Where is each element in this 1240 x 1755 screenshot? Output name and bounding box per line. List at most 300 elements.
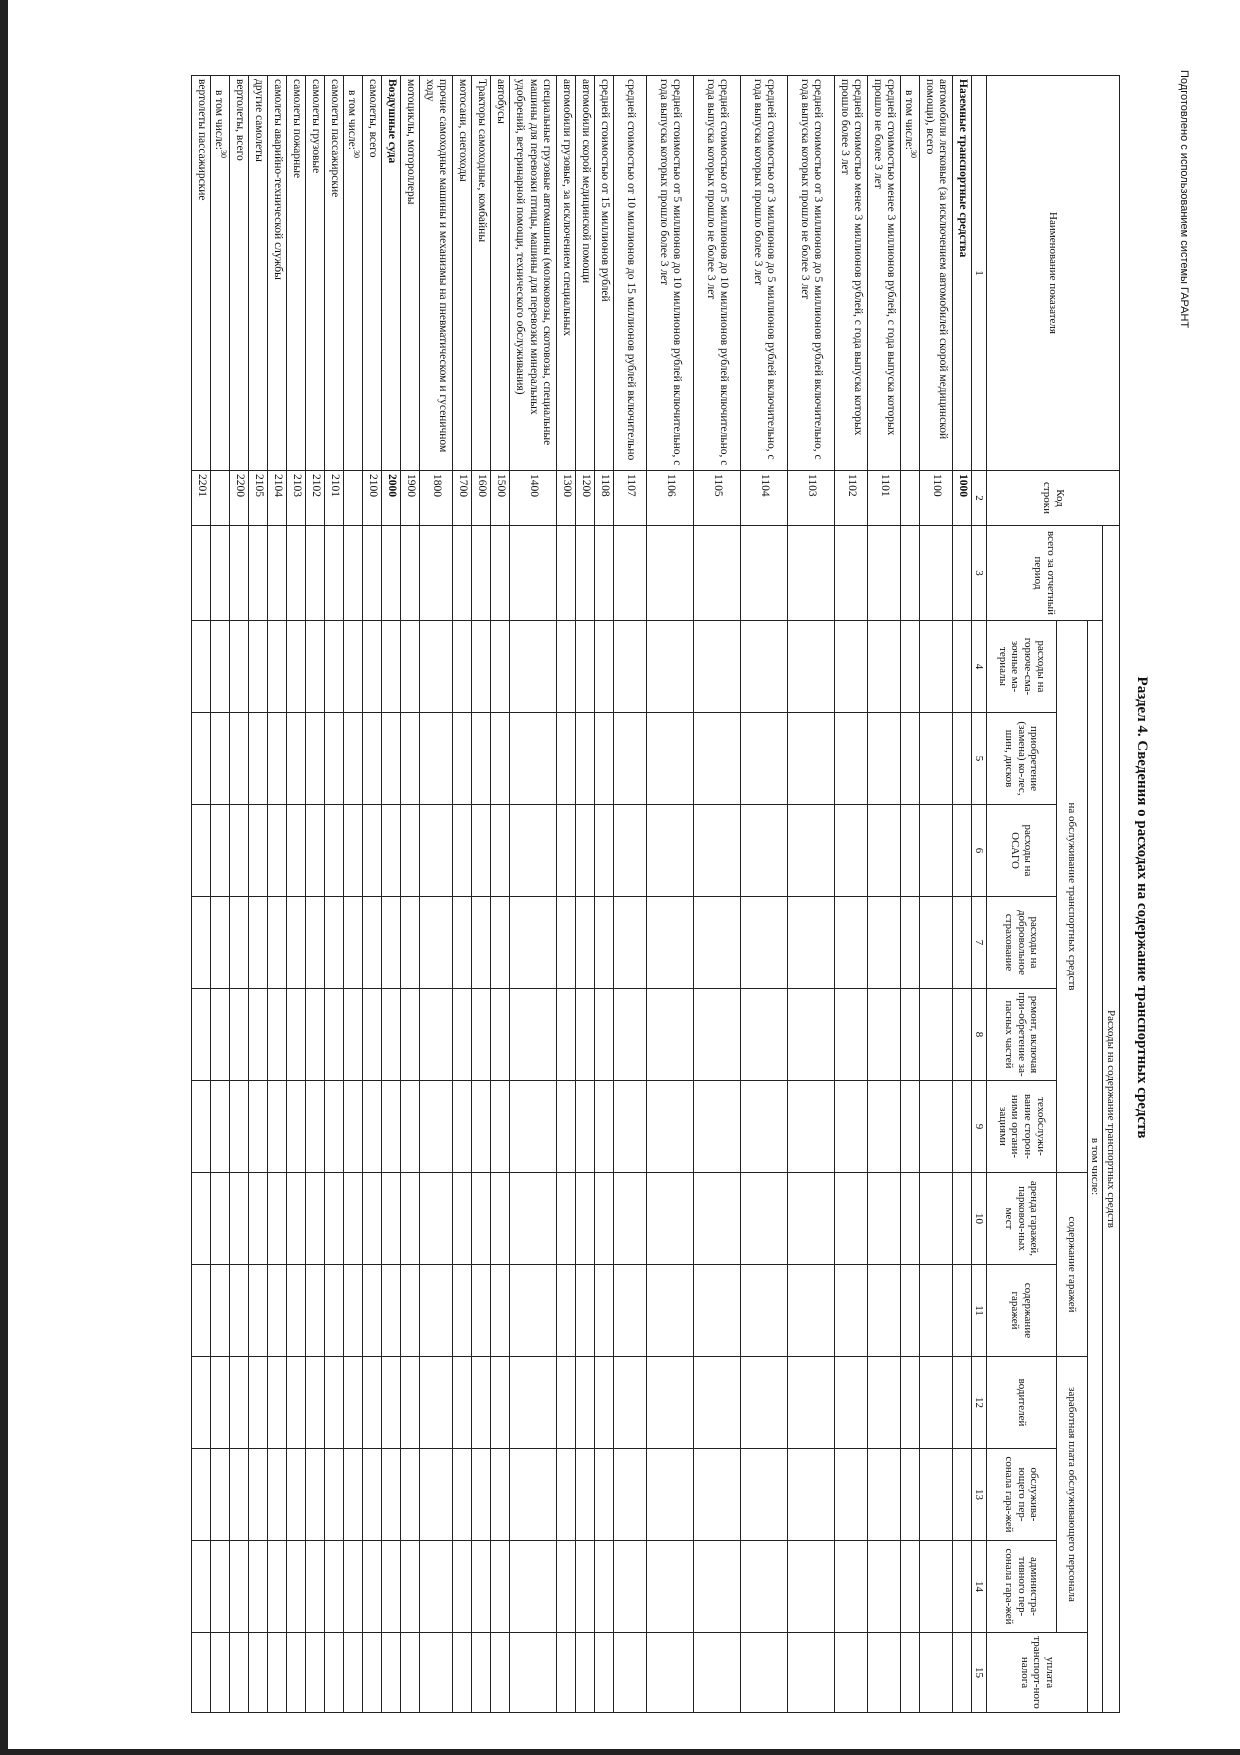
value-cell[interactable] (363, 1541, 382, 1633)
value-cell[interactable] (230, 1357, 249, 1449)
value-cell[interactable] (741, 526, 788, 621)
value-cell[interactable] (382, 713, 401, 805)
value-cell[interactable] (211, 1081, 230, 1173)
value-cell[interactable] (268, 526, 287, 621)
value-cell[interactable] (382, 989, 401, 1081)
value-cell[interactable] (694, 1449, 741, 1541)
value-cell[interactable] (230, 526, 249, 621)
value-cell[interactable] (453, 1173, 472, 1265)
value-cell[interactable] (211, 897, 230, 989)
value-cell[interactable] (741, 989, 788, 1081)
value-cell[interactable] (287, 1357, 306, 1449)
value-cell[interactable] (614, 1449, 647, 1541)
value-cell[interactable] (211, 526, 230, 621)
value-cell[interactable] (953, 1357, 972, 1449)
value-cell[interactable] (920, 526, 953, 621)
value-cell[interactable] (920, 805, 953, 897)
value-cell[interactable] (453, 805, 472, 897)
value-cell[interactable] (557, 1449, 576, 1541)
value-cell[interactable] (325, 1357, 344, 1449)
value-cell[interactable] (192, 1173, 211, 1265)
value-cell[interactable] (510, 1449, 557, 1541)
value-cell[interactable] (472, 897, 491, 989)
value-cell[interactable] (901, 805, 920, 897)
value-cell[interactable] (363, 1357, 382, 1449)
value-cell[interactable] (325, 526, 344, 621)
value-cell[interactable] (363, 989, 382, 1081)
value-cell[interactable] (420, 1081, 453, 1173)
value-cell[interactable] (382, 805, 401, 897)
value-cell[interactable] (595, 1357, 614, 1449)
value-cell[interactable] (363, 621, 382, 713)
value-cell[interactable] (835, 1449, 868, 1541)
value-cell[interactable] (741, 1449, 788, 1541)
value-cell[interactable] (382, 1081, 401, 1173)
value-cell[interactable] (249, 1541, 268, 1633)
value-cell[interactable] (491, 1633, 510, 1713)
value-cell[interactable] (382, 1357, 401, 1449)
value-cell[interactable] (344, 1541, 363, 1633)
value-cell[interactable] (420, 1449, 453, 1541)
value-cell[interactable] (614, 805, 647, 897)
value-cell[interactable] (287, 1633, 306, 1713)
value-cell[interactable] (614, 621, 647, 713)
value-cell[interactable] (230, 621, 249, 713)
value-cell[interactable] (510, 621, 557, 713)
value-cell[interactable] (192, 1449, 211, 1541)
value-cell[interactable] (401, 1449, 420, 1541)
value-cell[interactable] (192, 1357, 211, 1449)
value-cell[interactable] (306, 897, 325, 989)
value-cell[interactable] (211, 1357, 230, 1449)
value-cell[interactable] (788, 1541, 835, 1633)
value-cell[interactable] (868, 989, 901, 1081)
value-cell[interactable] (868, 621, 901, 713)
value-cell[interactable] (595, 1081, 614, 1173)
value-cell[interactable] (325, 989, 344, 1081)
value-cell[interactable] (694, 1633, 741, 1713)
value-cell[interactable] (741, 1173, 788, 1265)
value-cell[interactable] (647, 1357, 694, 1449)
value-cell[interactable] (401, 1633, 420, 1713)
value-cell[interactable] (901, 1081, 920, 1173)
value-cell[interactable] (306, 1633, 325, 1713)
value-cell[interactable] (788, 713, 835, 805)
value-cell[interactable] (249, 1449, 268, 1541)
value-cell[interactable] (694, 989, 741, 1081)
value-cell[interactable] (401, 526, 420, 621)
value-cell[interactable] (249, 1357, 268, 1449)
value-cell[interactable] (595, 1173, 614, 1265)
value-cell[interactable] (576, 1541, 595, 1633)
value-cell[interactable] (576, 989, 595, 1081)
value-cell[interactable] (491, 989, 510, 1081)
value-cell[interactable] (595, 526, 614, 621)
value-cell[interactable] (741, 1265, 788, 1357)
value-cell[interactable] (595, 897, 614, 989)
value-cell[interactable] (306, 1081, 325, 1173)
value-cell[interactable] (901, 621, 920, 713)
value-cell[interactable] (647, 1633, 694, 1713)
value-cell[interactable] (868, 526, 901, 621)
value-cell[interactable] (249, 621, 268, 713)
value-cell[interactable] (788, 621, 835, 713)
value-cell[interactable] (576, 621, 595, 713)
value-cell[interactable] (472, 1449, 491, 1541)
value-cell[interactable] (453, 989, 472, 1081)
value-cell[interactable] (249, 1633, 268, 1713)
value-cell[interactable] (901, 897, 920, 989)
value-cell[interactable] (230, 1541, 249, 1633)
value-cell[interactable] (382, 897, 401, 989)
value-cell[interactable] (694, 1173, 741, 1265)
value-cell[interactable] (249, 1265, 268, 1357)
value-cell[interactable] (382, 1173, 401, 1265)
value-cell[interactable] (491, 526, 510, 621)
value-cell[interactable] (868, 1633, 901, 1713)
value-cell[interactable] (211, 989, 230, 1081)
value-cell[interactable] (557, 805, 576, 897)
value-cell[interactable] (510, 1357, 557, 1449)
value-cell[interactable] (576, 1357, 595, 1449)
value-cell[interactable] (472, 526, 491, 621)
value-cell[interactable] (510, 897, 557, 989)
value-cell[interactable] (325, 1633, 344, 1713)
value-cell[interactable] (647, 1541, 694, 1633)
value-cell[interactable] (491, 1173, 510, 1265)
value-cell[interactable] (835, 713, 868, 805)
value-cell[interactable] (306, 621, 325, 713)
value-cell[interactable] (510, 1081, 557, 1173)
value-cell[interactable] (901, 1173, 920, 1265)
value-cell[interactable] (472, 1173, 491, 1265)
value-cell[interactable] (287, 1265, 306, 1357)
value-cell[interactable] (287, 1449, 306, 1541)
value-cell[interactable] (510, 1173, 557, 1265)
value-cell[interactable] (491, 1357, 510, 1449)
value-cell[interactable] (741, 621, 788, 713)
value-cell[interactable] (268, 713, 287, 805)
value-cell[interactable] (557, 989, 576, 1081)
value-cell[interactable] (306, 1449, 325, 1541)
value-cell[interactable] (953, 805, 972, 897)
value-cell[interactable] (920, 1449, 953, 1541)
value-cell[interactable] (344, 1265, 363, 1357)
value-cell[interactable] (453, 1081, 472, 1173)
value-cell[interactable] (401, 621, 420, 713)
value-cell[interactable] (192, 1541, 211, 1633)
value-cell[interactable] (287, 713, 306, 805)
value-cell[interactable] (472, 1357, 491, 1449)
value-cell[interactable] (694, 1541, 741, 1633)
value-cell[interactable] (741, 1633, 788, 1713)
value-cell[interactable] (788, 526, 835, 621)
value-cell[interactable] (472, 621, 491, 713)
value-cell[interactable] (249, 526, 268, 621)
value-cell[interactable] (420, 1357, 453, 1449)
value-cell[interactable] (268, 1081, 287, 1173)
value-cell[interactable] (576, 897, 595, 989)
value-cell[interactable] (306, 713, 325, 805)
value-cell[interactable] (920, 1357, 953, 1449)
value-cell[interactable] (595, 805, 614, 897)
value-cell[interactable] (382, 1541, 401, 1633)
value-cell[interactable] (325, 1449, 344, 1541)
value-cell[interactable] (344, 1081, 363, 1173)
value-cell[interactable] (472, 805, 491, 897)
value-cell[interactable] (344, 1173, 363, 1265)
value-cell[interactable] (401, 1357, 420, 1449)
value-cell[interactable] (901, 1449, 920, 1541)
value-cell[interactable] (788, 1265, 835, 1357)
value-cell[interactable] (868, 1541, 901, 1633)
value-cell[interactable] (363, 713, 382, 805)
value-cell[interactable] (953, 1449, 972, 1541)
value-cell[interactable] (576, 1081, 595, 1173)
value-cell[interactable] (230, 989, 249, 1081)
value-cell[interactable] (835, 1633, 868, 1713)
value-cell[interactable] (453, 621, 472, 713)
value-cell[interactable] (382, 1449, 401, 1541)
value-cell[interactable] (920, 1081, 953, 1173)
value-cell[interactable] (614, 989, 647, 1081)
value-cell[interactable] (401, 713, 420, 805)
value-cell[interactable] (557, 526, 576, 621)
value-cell[interactable] (510, 1541, 557, 1633)
value-cell[interactable] (325, 1081, 344, 1173)
value-cell[interactable] (192, 805, 211, 897)
value-cell[interactable] (835, 805, 868, 897)
value-cell[interactable] (287, 621, 306, 713)
value-cell[interactable] (401, 989, 420, 1081)
value-cell[interactable] (953, 989, 972, 1081)
value-cell[interactable] (192, 526, 211, 621)
value-cell[interactable] (576, 526, 595, 621)
value-cell[interactable] (453, 1541, 472, 1633)
value-cell[interactable] (694, 897, 741, 989)
value-cell[interactable] (614, 1541, 647, 1633)
value-cell[interactable] (192, 621, 211, 713)
value-cell[interactable] (211, 621, 230, 713)
value-cell[interactable] (788, 1633, 835, 1713)
value-cell[interactable] (576, 1449, 595, 1541)
value-cell[interactable] (920, 897, 953, 989)
value-cell[interactable] (325, 897, 344, 989)
value-cell[interactable] (249, 1081, 268, 1173)
value-cell[interactable] (953, 1081, 972, 1173)
value-cell[interactable] (192, 897, 211, 989)
value-cell[interactable] (595, 1449, 614, 1541)
value-cell[interactable] (491, 805, 510, 897)
value-cell[interactable] (306, 989, 325, 1081)
value-cell[interactable] (614, 526, 647, 621)
value-cell[interactable] (382, 621, 401, 713)
value-cell[interactable] (741, 1357, 788, 1449)
value-cell[interactable] (230, 805, 249, 897)
value-cell[interactable] (382, 1265, 401, 1357)
value-cell[interactable] (510, 805, 557, 897)
value-cell[interactable] (614, 897, 647, 989)
value-cell[interactable] (306, 526, 325, 621)
value-cell[interactable] (920, 713, 953, 805)
value-cell[interactable] (268, 1633, 287, 1713)
value-cell[interactable] (287, 1541, 306, 1633)
value-cell[interactable] (268, 1265, 287, 1357)
value-cell[interactable] (835, 1265, 868, 1357)
value-cell[interactable] (230, 897, 249, 989)
value-cell[interactable] (868, 1449, 901, 1541)
value-cell[interactable] (694, 526, 741, 621)
value-cell[interactable] (325, 1173, 344, 1265)
value-cell[interactable] (491, 1081, 510, 1173)
value-cell[interactable] (287, 805, 306, 897)
value-cell[interactable] (249, 897, 268, 989)
value-cell[interactable] (230, 1173, 249, 1265)
value-cell[interactable] (868, 1357, 901, 1449)
value-cell[interactable] (510, 526, 557, 621)
value-cell[interactable] (953, 713, 972, 805)
value-cell[interactable] (741, 897, 788, 989)
value-cell[interactable] (420, 897, 453, 989)
value-cell[interactable] (401, 1081, 420, 1173)
value-cell[interactable] (211, 1173, 230, 1265)
value-cell[interactable] (788, 1081, 835, 1173)
value-cell[interactable] (382, 1633, 401, 1713)
value-cell[interactable] (595, 1265, 614, 1357)
value-cell[interactable] (268, 1357, 287, 1449)
value-cell[interactable] (557, 1633, 576, 1713)
value-cell[interactable] (268, 805, 287, 897)
value-cell[interactable] (420, 805, 453, 897)
value-cell[interactable] (557, 897, 576, 989)
value-cell[interactable] (472, 713, 491, 805)
value-cell[interactable] (472, 1081, 491, 1173)
value-cell[interactable] (901, 1265, 920, 1357)
value-cell[interactable] (868, 1173, 901, 1265)
value-cell[interactable] (647, 621, 694, 713)
value-cell[interactable] (614, 1357, 647, 1449)
value-cell[interactable] (211, 1541, 230, 1633)
value-cell[interactable] (230, 713, 249, 805)
value-cell[interactable] (453, 1633, 472, 1713)
value-cell[interactable] (788, 1357, 835, 1449)
value-cell[interactable] (249, 713, 268, 805)
value-cell[interactable] (472, 1633, 491, 1713)
value-cell[interactable] (491, 1265, 510, 1357)
value-cell[interactable] (953, 1173, 972, 1265)
value-cell[interactable] (453, 1449, 472, 1541)
value-cell[interactable] (344, 1449, 363, 1541)
value-cell[interactable] (694, 1081, 741, 1173)
value-cell[interactable] (647, 713, 694, 805)
value-cell[interactable] (363, 1081, 382, 1173)
value-cell[interactable] (230, 1081, 249, 1173)
value-cell[interactable] (953, 1265, 972, 1357)
value-cell[interactable] (420, 1265, 453, 1357)
value-cell[interactable] (420, 989, 453, 1081)
value-cell[interactable] (268, 1449, 287, 1541)
value-cell[interactable] (401, 1173, 420, 1265)
value-cell[interactable] (192, 1081, 211, 1173)
value-cell[interactable] (363, 526, 382, 621)
value-cell[interactable] (287, 526, 306, 621)
value-cell[interactable] (491, 1541, 510, 1633)
value-cell[interactable] (325, 1265, 344, 1357)
value-cell[interactable] (901, 713, 920, 805)
value-cell[interactable] (788, 897, 835, 989)
value-cell[interactable] (420, 713, 453, 805)
value-cell[interactable] (230, 1449, 249, 1541)
value-cell[interactable] (920, 1633, 953, 1713)
value-cell[interactable] (835, 1357, 868, 1449)
value-cell[interactable] (268, 1173, 287, 1265)
value-cell[interactable] (249, 989, 268, 1081)
value-cell[interactable] (401, 805, 420, 897)
value-cell[interactable] (453, 897, 472, 989)
value-cell[interactable] (344, 621, 363, 713)
value-cell[interactable] (953, 621, 972, 713)
value-cell[interactable] (953, 1541, 972, 1633)
value-cell[interactable] (192, 1633, 211, 1713)
value-cell[interactable] (901, 1541, 920, 1633)
value-cell[interactable] (211, 713, 230, 805)
value-cell[interactable] (694, 621, 741, 713)
value-cell[interactable] (647, 526, 694, 621)
value-cell[interactable] (363, 805, 382, 897)
value-cell[interactable] (788, 989, 835, 1081)
value-cell[interactable] (211, 1449, 230, 1541)
value-cell[interactable] (557, 1173, 576, 1265)
value-cell[interactable] (835, 1173, 868, 1265)
value-cell[interactable] (920, 1173, 953, 1265)
value-cell[interactable] (325, 805, 344, 897)
value-cell[interactable] (420, 621, 453, 713)
value-cell[interactable] (306, 1357, 325, 1449)
value-cell[interactable] (363, 1633, 382, 1713)
value-cell[interactable] (647, 805, 694, 897)
value-cell[interactable] (510, 1265, 557, 1357)
value-cell[interactable] (306, 1173, 325, 1265)
value-cell[interactable] (472, 1265, 491, 1357)
value-cell[interactable] (576, 713, 595, 805)
value-cell[interactable] (420, 1173, 453, 1265)
value-cell[interactable] (557, 1265, 576, 1357)
value-cell[interactable] (287, 989, 306, 1081)
value-cell[interactable] (614, 1081, 647, 1173)
value-cell[interactable] (230, 1265, 249, 1357)
value-cell[interactable] (344, 989, 363, 1081)
value-cell[interactable] (647, 1449, 694, 1541)
value-cell[interactable] (211, 1633, 230, 1713)
value-cell[interactable] (363, 1449, 382, 1541)
value-cell[interactable] (576, 1633, 595, 1713)
value-cell[interactable] (694, 1357, 741, 1449)
value-cell[interactable] (192, 1265, 211, 1357)
value-cell[interactable] (614, 1265, 647, 1357)
value-cell[interactable] (741, 713, 788, 805)
value-cell[interactable] (868, 713, 901, 805)
value-cell[interactable] (953, 1633, 972, 1713)
value-cell[interactable] (325, 621, 344, 713)
value-cell[interactable] (694, 713, 741, 805)
value-cell[interactable] (953, 526, 972, 621)
value-cell[interactable] (901, 526, 920, 621)
value-cell[interactable] (287, 1173, 306, 1265)
value-cell[interactable] (453, 1357, 472, 1449)
value-cell[interactable] (920, 1541, 953, 1633)
value-cell[interactable] (741, 805, 788, 897)
value-cell[interactable] (401, 1265, 420, 1357)
